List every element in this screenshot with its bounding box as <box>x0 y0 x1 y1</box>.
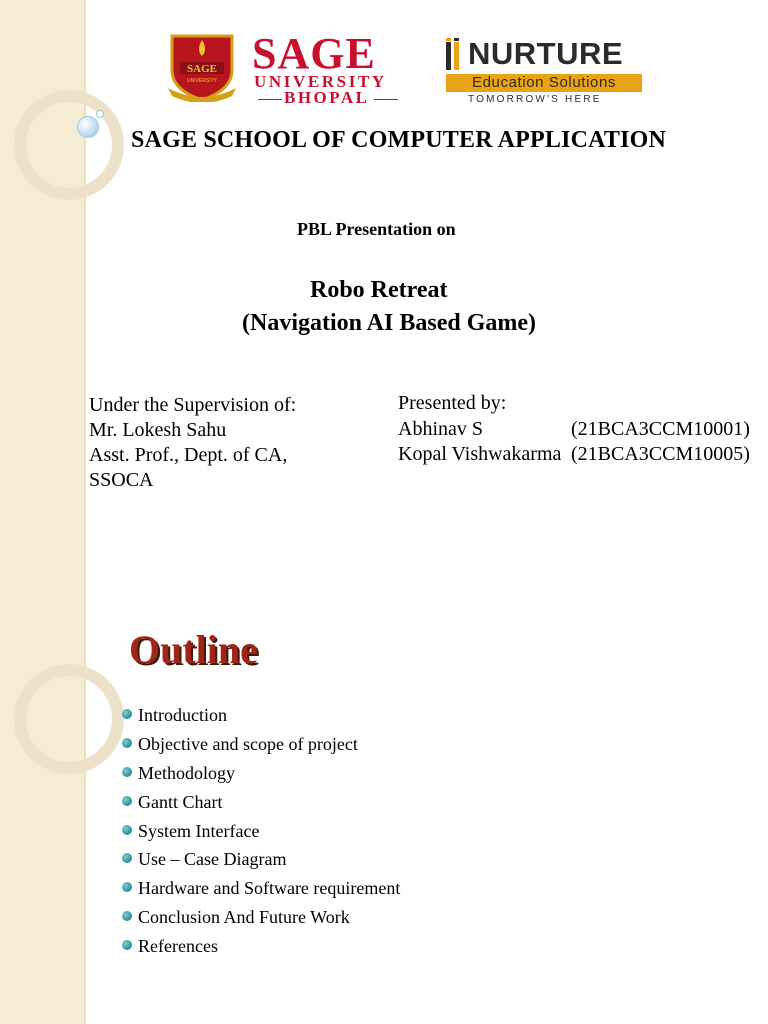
list-item: Gantt Chart <box>122 790 400 819</box>
list-item: System Interface <box>122 819 400 848</box>
decorative-side-strip <box>0 0 86 576</box>
presentation-on-label: PBL Presentation on <box>297 219 456 239</box>
svg-text:SAGE: SAGE <box>187 63 217 75</box>
nurture-slogan-text: TOMORROW'S HERE <box>468 94 602 105</box>
divider <box>258 99 282 100</box>
decorative-side-strip <box>0 576 86 1024</box>
nurture-bars-icon <box>446 38 468 70</box>
supervisor-designation: Asst. Prof., Dept. of CA, <box>89 444 288 466</box>
presenter-roll: (21BCA3CCM10005) <box>571 443 750 465</box>
list-item: Objective and scope of project <box>122 732 400 761</box>
list-item: References <box>122 934 400 963</box>
list-item: Use – Case Diagram <box>122 847 400 876</box>
sage-university-text: UNIVERSITY <box>254 72 387 91</box>
list-item: Methodology <box>122 761 400 790</box>
decorative-bubble <box>77 116 99 138</box>
svg-text:UNIVERSITY: UNIVERSITY <box>186 78 218 84</box>
list-item: Conclusion And Future Work <box>122 905 400 934</box>
sage-brand-text: SAGE <box>252 29 376 78</box>
outline-list <box>122 703 400 963</box>
outline-title: Outline <box>129 627 258 672</box>
project-subtitle: (Navigation AI Based Game) <box>242 310 536 336</box>
divider <box>374 99 398 100</box>
supervisor-name: Mr. Lokesh Sahu <box>89 419 227 441</box>
presenter-name: Abhinav S <box>398 418 483 440</box>
presenter-roll: (21BCA3CCM10001) <box>571 418 750 440</box>
decorative-ring <box>14 664 124 774</box>
presenters-heading: Presented by: <box>398 392 507 414</box>
sage-shield-logo-icon <box>166 32 238 102</box>
nurture-tagline-text: Education Solutions <box>472 74 616 91</box>
school-title: SAGE SCHOOL OF COMPUTER APPLICATION <box>131 127 667 153</box>
decorative-ring <box>14 90 124 200</box>
decorative-bubble-small <box>96 110 104 118</box>
supervision-heading: Under the Supervision of: <box>89 394 297 416</box>
presenter-name: Kopal Vishwakarma <box>398 443 562 465</box>
nurture-brand-text: NURTURE <box>468 36 624 71</box>
list-item: Hardware and Software requirement <box>122 876 400 905</box>
supervisor-institute: SSOCA <box>89 469 154 491</box>
project-title: Robo Retreat <box>310 277 448 303</box>
sage-bhopal-text: BHOPAL <box>284 88 370 107</box>
list-item: Introduction <box>122 703 400 732</box>
